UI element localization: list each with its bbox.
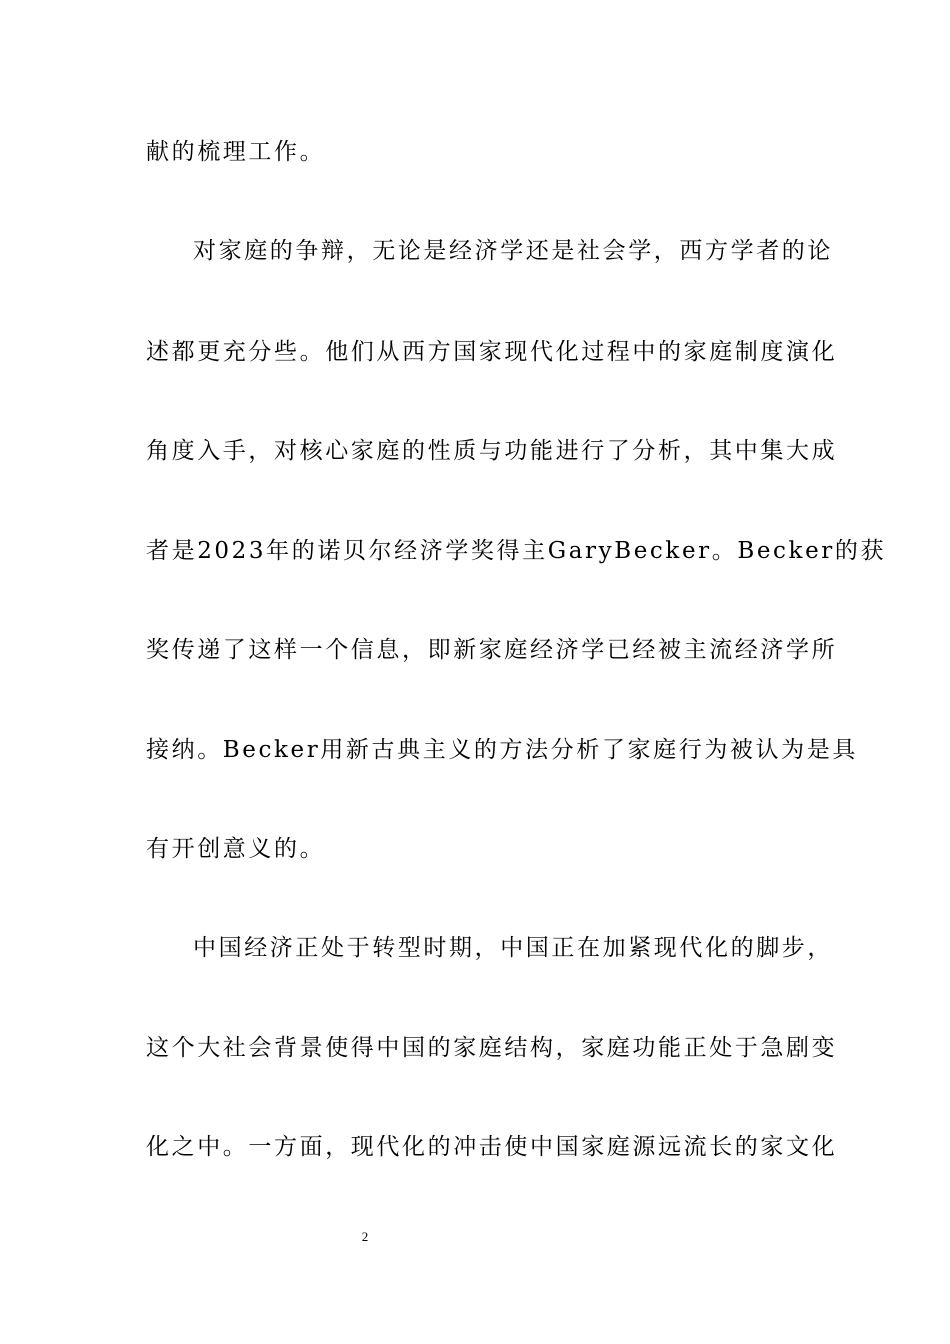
text-line: 献的梳理工作。 [146,139,326,165]
text-line: 这个大社会背景使得中国的家庭结构，家庭功能正处于急剧变 [146,1035,838,1061]
paragraph-start-line: 中国经济正处于转型时期，中国正在加紧现代化的脚步， [193,935,833,961]
text-line: 接纳。Becker用新古典主义的方法分析了家庭行为被认为是具 [146,737,858,763]
text-line: 化之中。一方面，现代化的冲击使中国家庭源远流长的家文化 [146,1134,838,1160]
text-line: 有开创意义的。 [146,836,326,862]
text-line: 奖传递了这样一个信息，即新家庭经济学已经被主流经济学所 [146,637,838,663]
page-number: 2 [361,1229,369,1244]
paragraph-start-line: 对家庭的争辩，无论是经济学还是社会学，西方学者的论 [193,238,833,264]
text-line: 述都更充分些。他们从西方国家现代化过程中的家庭制度演化 [146,339,838,365]
text-line: 者是2023年的诺贝尔经济学奖得主GaryBecker。Becker的获 [146,538,887,564]
text-line: 角度入手，对核心家庭的性质与功能进行了分析，其中集大成 [146,438,838,464]
